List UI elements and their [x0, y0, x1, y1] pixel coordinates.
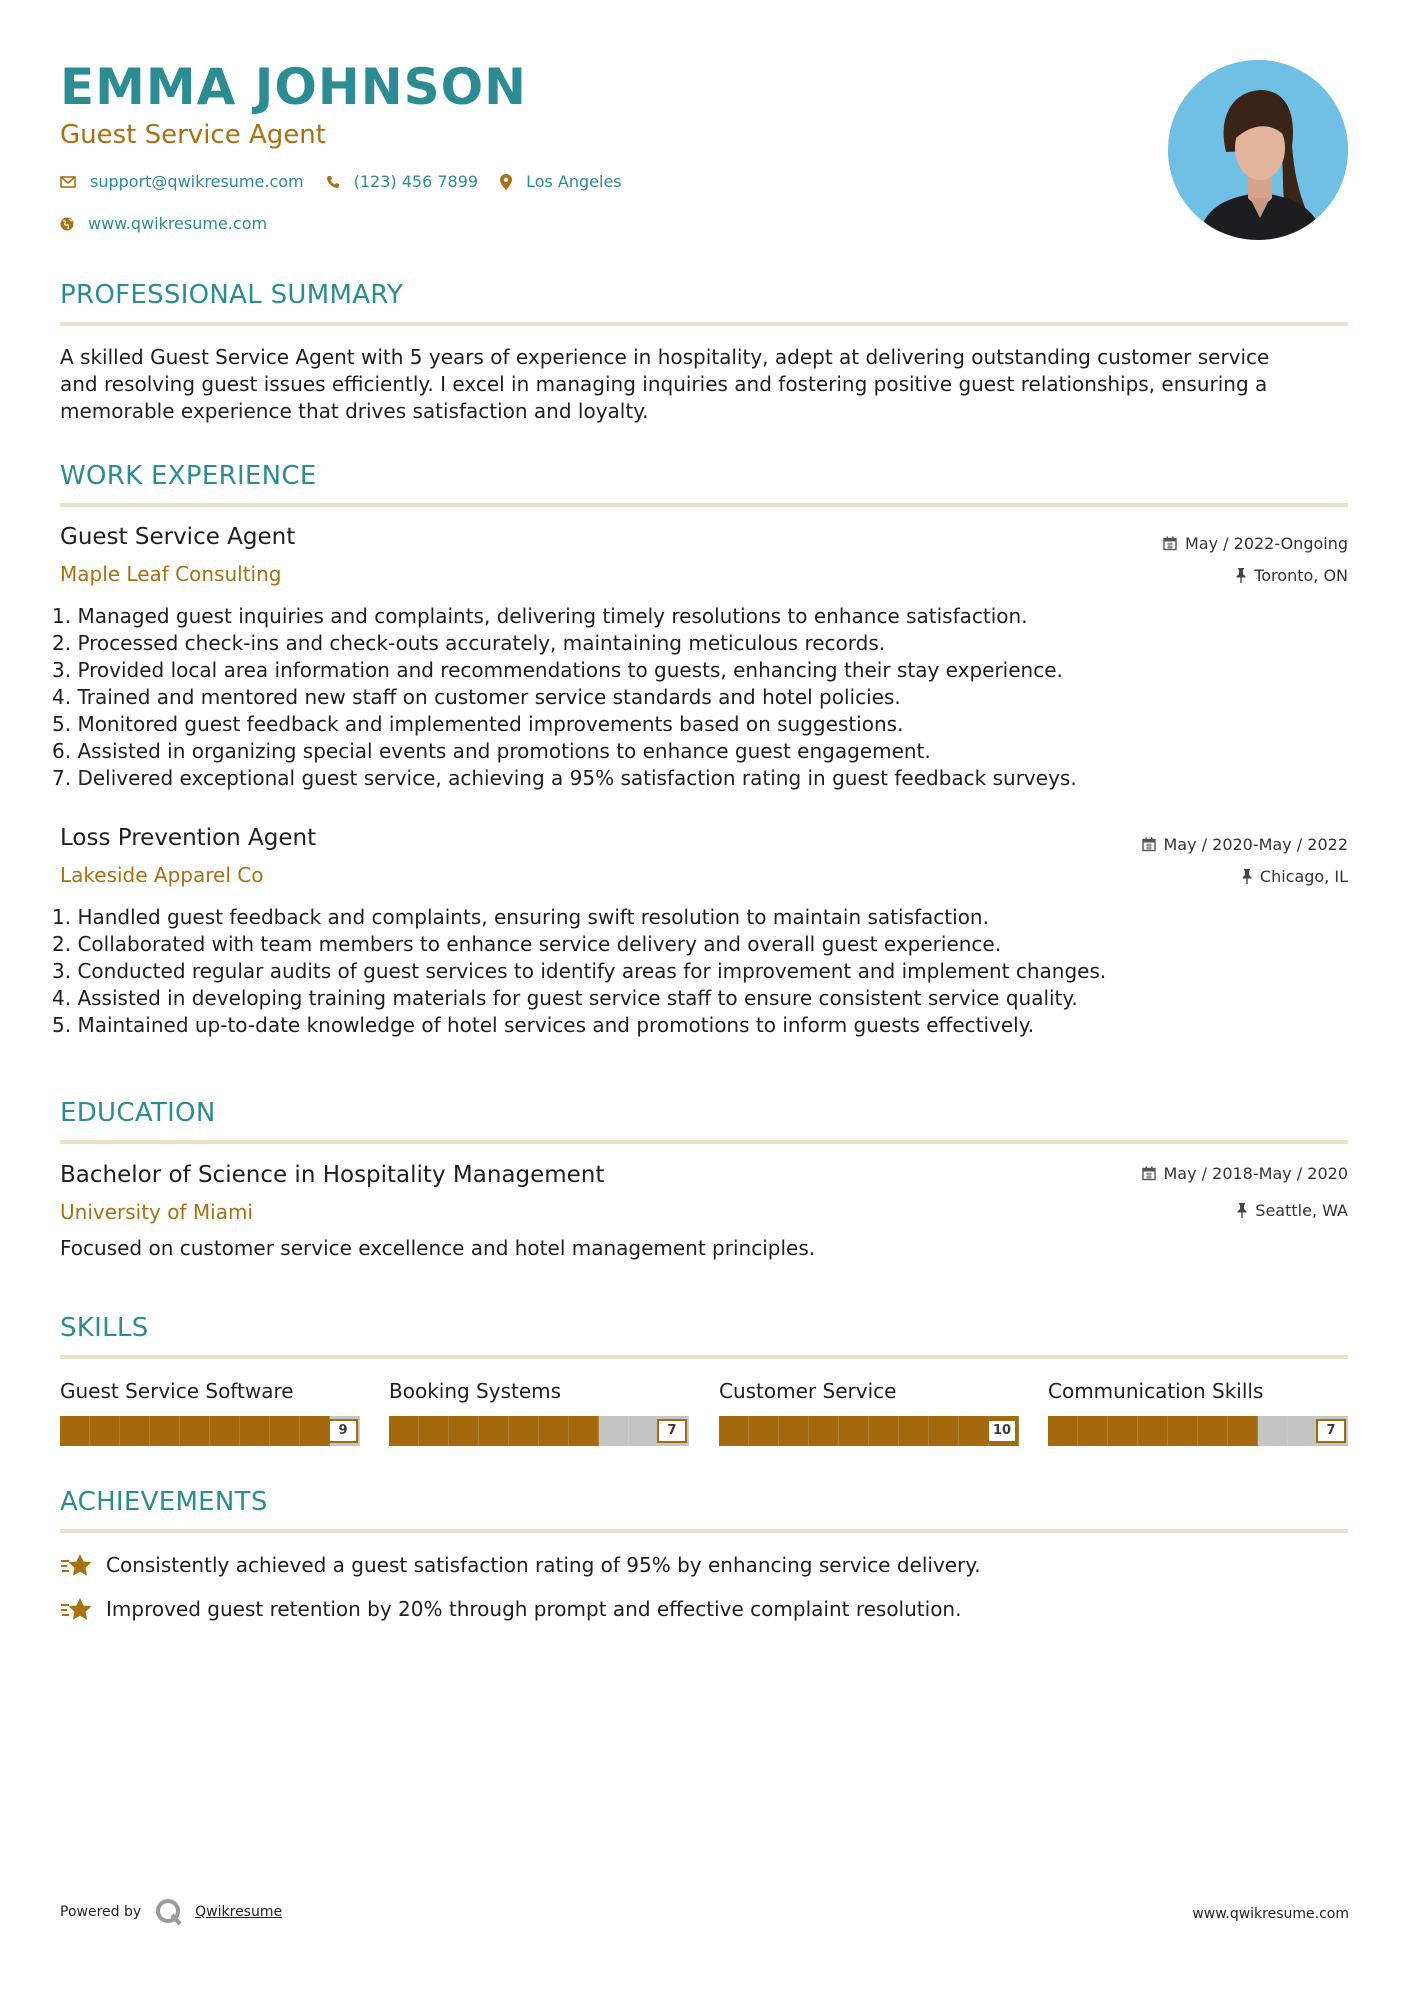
job-location-text: Chicago, IL	[1259, 867, 1348, 886]
globe-icon	[60, 217, 74, 231]
skill-name: Guest Service Software	[60, 1379, 294, 1403]
skill-level-badge: 10	[987, 1419, 1017, 1443]
qwikresume-link[interactable]: Qwikresume	[195, 1904, 283, 1920]
job-dates	[1142, 835, 1349, 854]
skill-item	[389, 1376, 689, 1446]
education-heading: EDUCATION	[60, 1098, 216, 1128]
job-location	[1242, 867, 1348, 886]
achievement-text: Improved guest retention by 20% through prompt and effective complaint resolution.	[106, 1597, 962, 1621]
skill-item	[719, 1376, 1019, 1446]
contact-row	[60, 172, 644, 191]
achievement-text: Consistently achieved a guest satisfaction rating of 95% by enhancing service delivery.	[106, 1553, 981, 1577]
education-location-text: Seattle, WA	[1255, 1201, 1348, 1220]
job-dates-text: May / 2020-May / 2022	[1163, 835, 1348, 854]
location-text: Los Angeles	[526, 172, 622, 191]
pushpin-icon	[1236, 568, 1246, 583]
achievements-divider	[60, 1529, 1348, 1533]
summary-line: A skilled Guest Service Agent with 5 years of experience in hospitality, adept at delivering outstanding customer service	[60, 345, 1270, 369]
contact-email[interactable]	[60, 172, 304, 191]
school-name: University of Miami	[60, 1200, 253, 1224]
achievement-item	[60, 1596, 961, 1622]
job-title: Loss Prevention Agent	[60, 825, 317, 851]
candidate-name: EMMA JOHNSON	[60, 58, 527, 116]
skills-divider	[60, 1355, 1348, 1359]
candidate-title: Guest Service Agent	[60, 120, 326, 150]
experience-divider	[60, 503, 1348, 507]
summary-text	[60, 344, 1350, 425]
envelope-icon	[60, 176, 76, 188]
skill-bar	[389, 1416, 689, 1446]
education-description: Focused on customer service excellence and hotel management principles.	[60, 1236, 816, 1260]
job-location	[1236, 566, 1348, 585]
skill-name: Booking Systems	[389, 1379, 562, 1403]
contact-website[interactable]	[60, 214, 267, 233]
star-badge-icon	[60, 1552, 94, 1578]
achievements-heading: ACHIEVEMENTS	[60, 1487, 268, 1517]
footer-powered-by	[60, 1898, 282, 1926]
job-title: Guest Service Agent	[60, 524, 296, 550]
skill-level-badge: 7	[657, 1419, 687, 1443]
calendar-icon	[1163, 536, 1177, 551]
profile-photo	[1168, 60, 1348, 240]
job-dates-text: May / 2022-Ongoing	[1185, 534, 1348, 553]
list-item: 3. Conducted regular audits of guest services to identify areas for improvement and implement changes.	[52, 959, 1107, 983]
skill-bar	[719, 1416, 1019, 1446]
list-item: 2. Collaborated with team members to enhance service delivery and overall guest experience.	[52, 932, 1002, 956]
education-divider	[60, 1140, 1348, 1144]
job-bullets	[52, 904, 1106, 1039]
achievement-item	[60, 1552, 981, 1578]
list-item: 2. Processed check-ins and check-outs accurately, maintaining meticulous records.	[52, 631, 886, 655]
job-dates	[1163, 534, 1348, 553]
list-item: 1. Managed guest inquiries and complaints, delivering timely resolutions to enhance satisfaction.	[52, 604, 1028, 628]
skill-bar	[1048, 1416, 1348, 1446]
skill-item	[1048, 1376, 1348, 1446]
education-dates-text: May / 2018-May / 2020	[1163, 1164, 1348, 1183]
skill-name: Customer Service	[719, 1379, 897, 1403]
qwikresume-logo-icon	[155, 1898, 183, 1926]
summary-heading: PROFESSIONAL SUMMARY	[60, 280, 404, 310]
experience-heading: WORK EXPERIENCE	[60, 461, 317, 491]
degree-title: Bachelor of Science in Hospitality Management	[60, 1162, 605, 1188]
phone-icon	[326, 175, 340, 189]
skill-level-badge: 9	[328, 1419, 358, 1443]
map-pin-icon	[500, 174, 512, 190]
job-location-text: Toronto, ON	[1254, 566, 1348, 585]
calendar-icon	[1142, 1166, 1156, 1181]
list-item: 3. Provided local area information and recommendations to guests, enhancing their stay experience.	[52, 658, 1063, 682]
powered-by-label: Powered by	[60, 1904, 142, 1920]
job-bullets	[52, 603, 1077, 792]
footer-url[interactable]: www.qwikresume.com	[1192, 1906, 1349, 1922]
email-text: support@qwikresume.com	[90, 172, 304, 191]
list-item: 7. Delivered exceptional guest service, achieving a 95% satisfaction rating in guest feedback surveys.	[52, 766, 1077, 790]
skill-name: Communication Skills	[1048, 1379, 1264, 1403]
summary-line: memorable experience that drives satisfaction and loyalty.	[60, 399, 649, 423]
education-dates	[1142, 1164, 1349, 1183]
education-location	[1237, 1201, 1348, 1220]
list-item: 4. Trained and mentored new staff on customer service standards and hotel policies.	[52, 685, 901, 709]
skill-item	[60, 1376, 360, 1446]
calendar-icon	[1142, 837, 1156, 852]
star-badge-icon	[60, 1596, 94, 1622]
pushpin-icon	[1237, 1203, 1247, 1218]
job-company: Lakeside Apparel Co	[60, 863, 264, 887]
list-item: 6. Assisted in organizing special events and promotions to enhance guest engagement.	[52, 739, 931, 763]
list-item: 5. Maintained up-to-date knowledge of hotel services and promotions to inform guests effectively.	[52, 1013, 1035, 1037]
pushpin-icon	[1242, 869, 1252, 884]
skill-bar	[60, 1416, 360, 1446]
phone-text: (123) 456 7899	[353, 172, 479, 191]
skill-level-badge: 7	[1316, 1419, 1346, 1443]
summary-line: and resolving guest issues efficiently. I excel in managing inquiries and fostering positive guest relationships, ensuring a	[60, 372, 1268, 396]
summary-divider	[60, 322, 1348, 326]
contact-location	[500, 172, 622, 191]
skills-heading: SKILLS	[60, 1313, 149, 1343]
list-item: 1. Handled guest feedback and complaints, ensuring swift resolution to maintain satisfaction.	[52, 905, 989, 929]
list-item: 5. Monitored guest feedback and implemented improvements based on suggestions.	[52, 712, 904, 736]
job-company: Maple Leaf Consulting	[60, 562, 282, 586]
contact-phone[interactable]	[326, 172, 478, 191]
website-row	[60, 214, 289, 233]
list-item: 4. Assisted in developing training materials for guest service staff to ensure consistent service quality.	[52, 986, 1078, 1010]
website-text: www.qwikresume.com	[88, 214, 268, 233]
